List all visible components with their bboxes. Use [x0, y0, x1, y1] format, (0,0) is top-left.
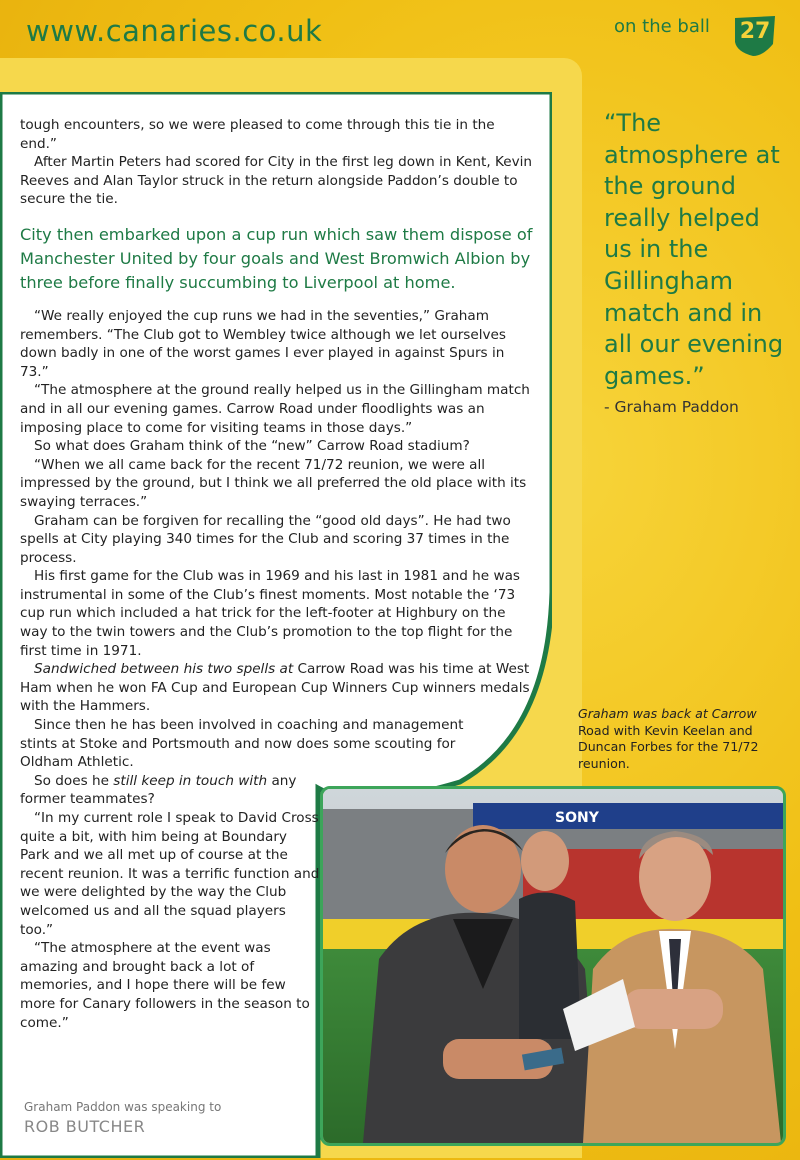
article-paragraph: “The atmosphere at the event was amazing and brought back a lot of memories, and I hope there will be few more for Canary followers in the season to come.” — [20, 940, 310, 1031]
article-paragraph: Graham can be forgiven for recalling the “good old days”. He had two spells at City playing 340 times for the Club and scoring 37 times in the process. — [20, 512, 511, 566]
section-title: on the ball — [614, 16, 710, 37]
article-paragraph: tough encounters, so we were pleased to come through this tie in the end.” — [20, 117, 495, 152]
article-paragraph: “The atmosphere at the ground really helped us in the Gillingham match and in all our evening games. Carrow Road under floodlights was an imposing place to come for visiting teams in those days.” — [20, 382, 530, 436]
article-paragraph: His first game for the Club was in 1969 and his last in 1981 and he was instrumental in some of the Club’s finest moments. Most notable the ‘73 cup run which included a hat trick for the left-footer at Highbury on the way to the twin towers and the Club’s promotion to the top flight for the first time in 1971. — [20, 568, 521, 659]
paragraph-text: any former teammates? — [20, 772, 297, 808]
photo — [320, 786, 786, 1146]
page-number: 27 — [739, 19, 771, 44]
article-paragraph: “We really enjoyed the cup runs we had in the seventies,” Graham remembers. “The Club got to Wembley twice although we let ourselves down badly in one of the worst games I ever played in against Spurs in 73.” — [20, 307, 506, 380]
caption-italic: Graham was back at Carrow — [578, 706, 757, 721]
article-paragraph: “In my current role I speak to David Cross quite a bit, with him being at Boundary Park and we all met up of course at the recent reunion. It was a terrific function and we were delighted by the way the Club welcomed us and all the squad players too.” — [20, 810, 320, 938]
article-paragraph — [20, 660, 535, 716]
pull-quote-attribution: - Graham Paddon — [604, 398, 739, 416]
italic-phrase: still keep in touch with — [113, 772, 268, 789]
caption-text: Road with Kevin Keelan and Duncan Forbes for the 71/72 reunion. — [578, 722, 759, 771]
photo-image — [323, 789, 783, 1143]
article-paragraph: After Martin Peters had scored for City in the first leg down in Kent, Kevin Reeves and Alan Taylor struck in the return alongside Paddon’s double to secure the tie. — [20, 154, 533, 208]
article-paragraph: So what does Graham think of the “new” Carrow Road stadium? — [34, 438, 470, 455]
article-paragraph — [20, 772, 320, 809]
article-paragraph: Since then he has been involved in coaching and management stints at Stoke and Portsmouth and now does some scouting for Oldham Athletic. — [20, 717, 464, 771]
italic-phrase: Sandwiched between his two spells at — [34, 661, 294, 678]
paragraph-text: Carrow Road was his time at West Ham when he won FA Cup and European Cup Winners Cup winners medals with the Hammers. — [20, 661, 530, 715]
website-url: www.canaries.co.uk — [26, 14, 323, 48]
credit-line: Graham Paddon was speaking to — [24, 1100, 222, 1114]
photo-caption — [578, 706, 778, 772]
stadium-sign: SONY — [555, 810, 599, 826]
article-lead: City then embarked upon a cup run which saw them dispose of Manchester United by four goals and West Bromwich Albion by three before finally succumbing to Liverpool at home. — [20, 224, 533, 292]
paragraph-text: So does he — [34, 772, 114, 789]
pull-quote: “The atmosphere at the ground really helped us in the Gillingham match and in all our evening games.” — [604, 109, 784, 390]
article-paragraph: “When we all came back for the recent 71/72 reunion, we were all impressed by the ground, but I think we all preferred the old place with its swaying terraces.” — [20, 456, 527, 510]
credit-name: ROB BUTCHER — [24, 1117, 146, 1136]
